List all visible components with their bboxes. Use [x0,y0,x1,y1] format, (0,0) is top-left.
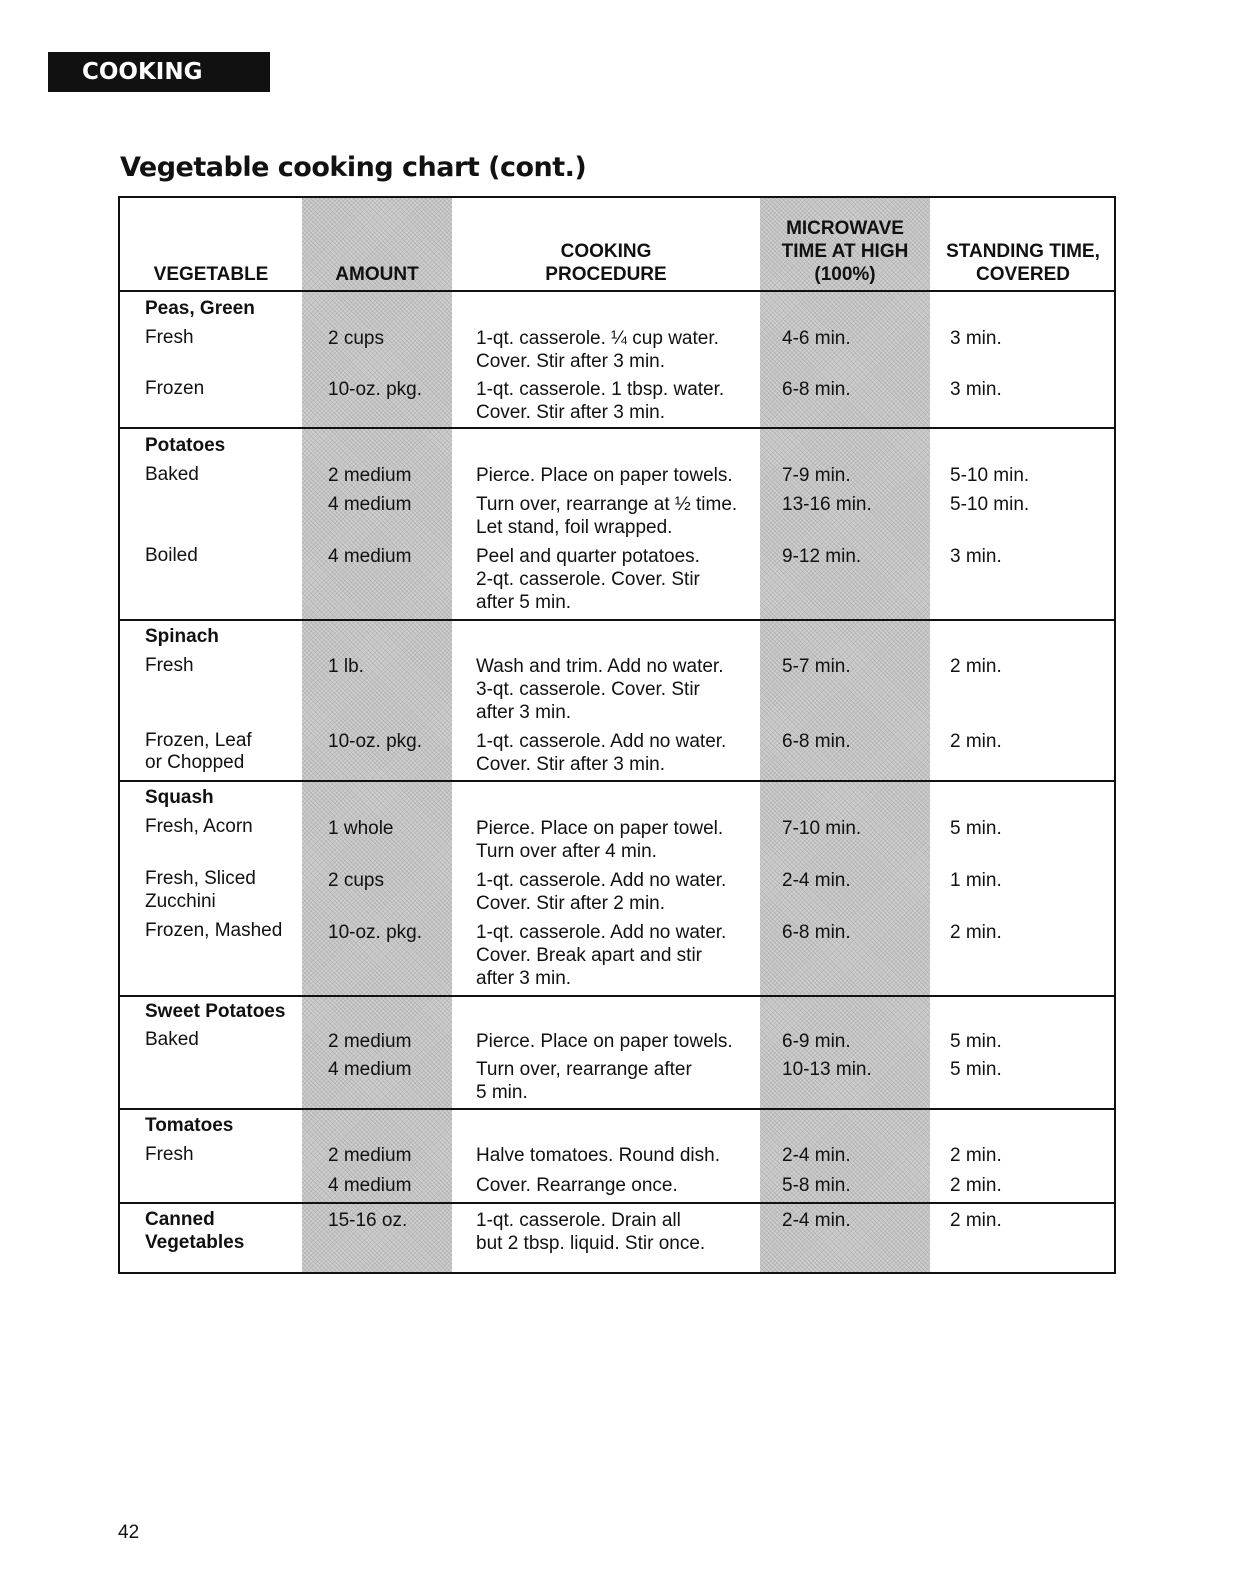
procedure-line: Pierce. Place on paper towels. [476,1031,733,1052]
time-cell: 6-8 min. [782,379,851,400]
procedure-line: 1-qt. casserole. Add no water. [476,870,727,891]
standing-cell: 2 min. [950,656,1002,677]
time-cell: 10-13 min. [782,1059,872,1080]
procedure-line: Halve tomatoes. Round dish. [476,1145,720,1166]
procedure-line: 2-qt. casserole. Cover. Stir [476,569,700,590]
group-heading: Potatoes [145,435,226,456]
standing-cell: 3 min. [950,328,1002,349]
group-divider [120,619,1114,621]
procedure-line: 3-qt. casserole. Cover. Stir [476,679,700,700]
time-cell: 7-10 min. [782,818,862,839]
time-cell: 9-12 min. [782,546,862,567]
header-time-line1: MICROWAVE [786,218,904,239]
vegetable-cell: Boiled [145,545,198,566]
vegetable-cell: Frozen, Leaf [145,730,252,751]
procedure-line: Cover. Stir after 3 min. [476,754,666,775]
procedure-line: but 2 tbsp. liquid. Stir once. [476,1233,706,1254]
procedure-line: Pierce. Place on paper towels. [476,465,733,486]
vegetable-cell: Baked [145,1029,199,1050]
amount-cell: 1 lb. [328,656,364,677]
vegetable-cell-line2: Zucchini [145,891,216,912]
procedure-line: Cover. Stir after 2 min. [476,893,666,914]
vegetable-cell: Fresh, Sliced [145,868,256,889]
vegetable-cell: Frozen, Mashed [145,920,283,941]
procedure-line: Cover. Rearrange once. [476,1175,678,1196]
page-title: Vegetable cooking chart (cont.) [120,152,587,183]
amount-cell: 10-oz. pkg. [328,731,422,752]
vegetable-cell: Fresh [145,1144,194,1165]
procedure-line: Turn over, rearrange at ½ time. [476,494,738,515]
group-divider [120,995,1114,997]
amount-cell: 15-16 oz. [328,1210,408,1231]
amount-cell: 2 cups [328,328,384,349]
header-time-line2: TIME AT HIGH [781,241,909,262]
procedure-line: Peel and quarter potatoes. [476,546,700,567]
procedure-line: Wash and trim. Add no water. [476,656,724,677]
group-divider [120,1202,1114,1204]
vegetable-cell: Fresh, Acorn [145,816,253,837]
standing-cell: 2 min. [950,922,1002,943]
group-heading-line2: Vegetables [145,1232,245,1253]
procedure-line: 1-qt. casserole. ¼ cup water. [476,328,719,349]
standing-cell: 5 min. [950,1031,1002,1052]
group-heading: Tomatoes [145,1115,234,1136]
group-heading: Squash [145,787,214,808]
time-cell: 2-4 min. [782,1210,851,1231]
procedure-line: 5 min. [476,1082,528,1103]
time-cell: 6-8 min. [782,731,851,752]
standing-cell: 5 min. [950,1059,1002,1080]
group-heading: Canned [145,1209,215,1230]
amount-cell: 10-oz. pkg. [328,379,422,400]
time-cell: 2-4 min. [782,870,851,891]
amount-cell: 2 medium [328,465,412,486]
procedure-line: after 3 min. [476,968,572,989]
standing-cell: 2 min. [950,1210,1002,1231]
procedure-line: Cover. Break apart and stir [476,945,702,966]
header-standing-line1: STANDING TIME, [946,241,1100,262]
time-cell: 2-4 min. [782,1145,851,1166]
header-procedure-line1: COOKING [560,241,652,262]
procedure-line: 1-qt. casserole. Add no water. [476,731,727,752]
amount-cell: 2 medium [328,1031,412,1052]
standing-cell: 3 min. [950,546,1002,567]
procedure-line: Let stand, foil wrapped. [476,517,673,538]
amount-cell: 2 cups [328,870,384,891]
header-procedure-line2: PROCEDURE [545,264,667,285]
header-amount: AMOUNT [335,264,419,285]
amount-cell: 4 medium [328,494,412,515]
procedure-line: 1-qt. casserole. 1 tbsp. water. [476,379,725,400]
standing-cell: 2 min. [950,1145,1002,1166]
time-cell: 13-16 min. [782,494,872,515]
standing-cell: 1 min. [950,870,1002,891]
section-tab: COOKING GUIDE [48,52,270,92]
procedure-line: Turn over, rearrange after [476,1059,692,1080]
group-heading: Peas, Green [145,298,255,319]
procedure-line: Cover. Stir after 3 min. [476,351,666,372]
vegetable-cell-line2: or Chopped [145,752,245,773]
procedure-line: after 3 min. [476,702,572,723]
header-vegetable: VEGETABLE [153,264,269,285]
vegetable-chart-table [118,196,1116,1274]
procedure-line: 1-qt. casserole. Add no water. [476,922,727,943]
procedure-line: 1-qt. casserole. Drain all [476,1210,681,1231]
standing-cell: 2 min. [950,731,1002,752]
amount-cell: 1 whole [328,818,394,839]
vegetable-cell: Fresh [145,327,194,348]
procedure-line: Cover. Stir after 3 min. [476,402,666,423]
group-divider [120,780,1114,782]
header-divider [120,290,1114,292]
standing-cell: 3 min. [950,379,1002,400]
time-cell: 7-9 min. [782,465,851,486]
header-standing-line2: COVERED [976,264,1070,285]
time-cell: 6-9 min. [782,1031,851,1052]
group-divider [120,427,1114,429]
group-divider [120,1108,1114,1110]
standing-cell: 5-10 min. [950,494,1030,515]
time-cell: 6-8 min. [782,922,851,943]
procedure-line: after 5 min. [476,592,572,613]
group-heading: Spinach [145,626,219,647]
group-heading: Sweet Potatoes [145,1001,286,1022]
vegetable-cell: Baked [145,464,199,485]
vegetable-cell: Frozen [145,378,205,399]
time-cell: 5-8 min. [782,1175,851,1196]
standing-cell: 5-10 min. [950,465,1030,486]
procedure-line: Turn over after 4 min. [476,841,657,862]
amount-cell: 4 medium [328,1059,412,1080]
page-number: 42 [118,1522,140,1543]
procedure-line: Pierce. Place on paper towel. [476,818,724,839]
time-cell: 5-7 min. [782,656,851,677]
vegetable-cell: Fresh [145,655,194,676]
time-cell: 4-6 min. [782,328,851,349]
standing-cell: 2 min. [950,1175,1002,1196]
amount-cell: 4 medium [328,546,412,567]
header-time-line3: (100%) [814,264,876,285]
amount-cell: 2 medium [328,1145,412,1166]
amount-cell: 4 medium [328,1175,412,1196]
amount-cell: 10-oz. pkg. [328,922,422,943]
standing-cell: 5 min. [950,818,1002,839]
